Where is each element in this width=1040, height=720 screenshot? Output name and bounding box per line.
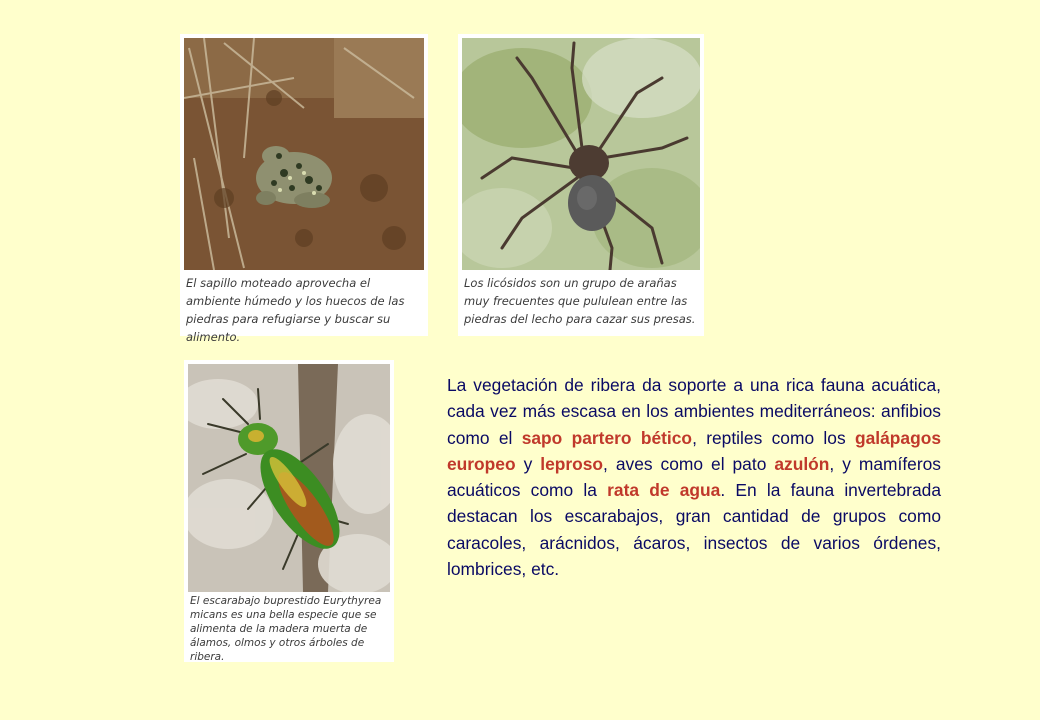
body-text: , reptiles como los — [692, 427, 855, 448]
body-text: La vegetación de ribera da soporte a una rica fauna acuática, cada vez más escasa en los ambientes mediterráneos: anfibios como el — [447, 375, 941, 448]
spider-photo — [462, 38, 700, 270]
beetle-caption: El escarabajo buprestido Eurythyrea micans es una bella especie que se alimenta de la madera muerta de álamos, olmos y otros árboles de ribera. — [190, 595, 382, 663]
body-text: , aves como el pato — [603, 453, 775, 474]
spider-caption: Los licósidos son un grupo de arañas muy frecuentes que pululean entre las piedras del lecho para cazar sus presas. — [464, 276, 696, 326]
highlight-rata-de-agua: rata de agua — [607, 480, 721, 501]
body-text: . En la fauna invertebrada destacan los escarabajos, gran cantidad de grupos como caracoles, arácnidos, ácaros, insectos de varios órdenes, lombrices, etc. — [447, 480, 941, 580]
highlight-sapo-partero: sapo partero bético — [521, 427, 693, 448]
figure-beetle — [184, 360, 394, 662]
figure-spider — [458, 34, 704, 336]
highlight-galapagos: galápagos europeo — [447, 427, 941, 474]
body-paragraph — [447, 372, 941, 582]
body-text: , y mamíferos acuáticos como la — [447, 453, 941, 501]
body-text: y — [515, 453, 541, 474]
toad-caption: El sapillo moteado aprovecha el ambiente húmedo y los huecos de las piedras para refugiarse y buscar su alimento. — [186, 276, 405, 344]
beetle-photo — [188, 364, 390, 592]
toad-photo — [184, 38, 424, 270]
figure-toad — [180, 34, 428, 344]
highlight-azulon: azulón — [774, 453, 830, 474]
highlight-leproso: leproso — [540, 453, 604, 474]
